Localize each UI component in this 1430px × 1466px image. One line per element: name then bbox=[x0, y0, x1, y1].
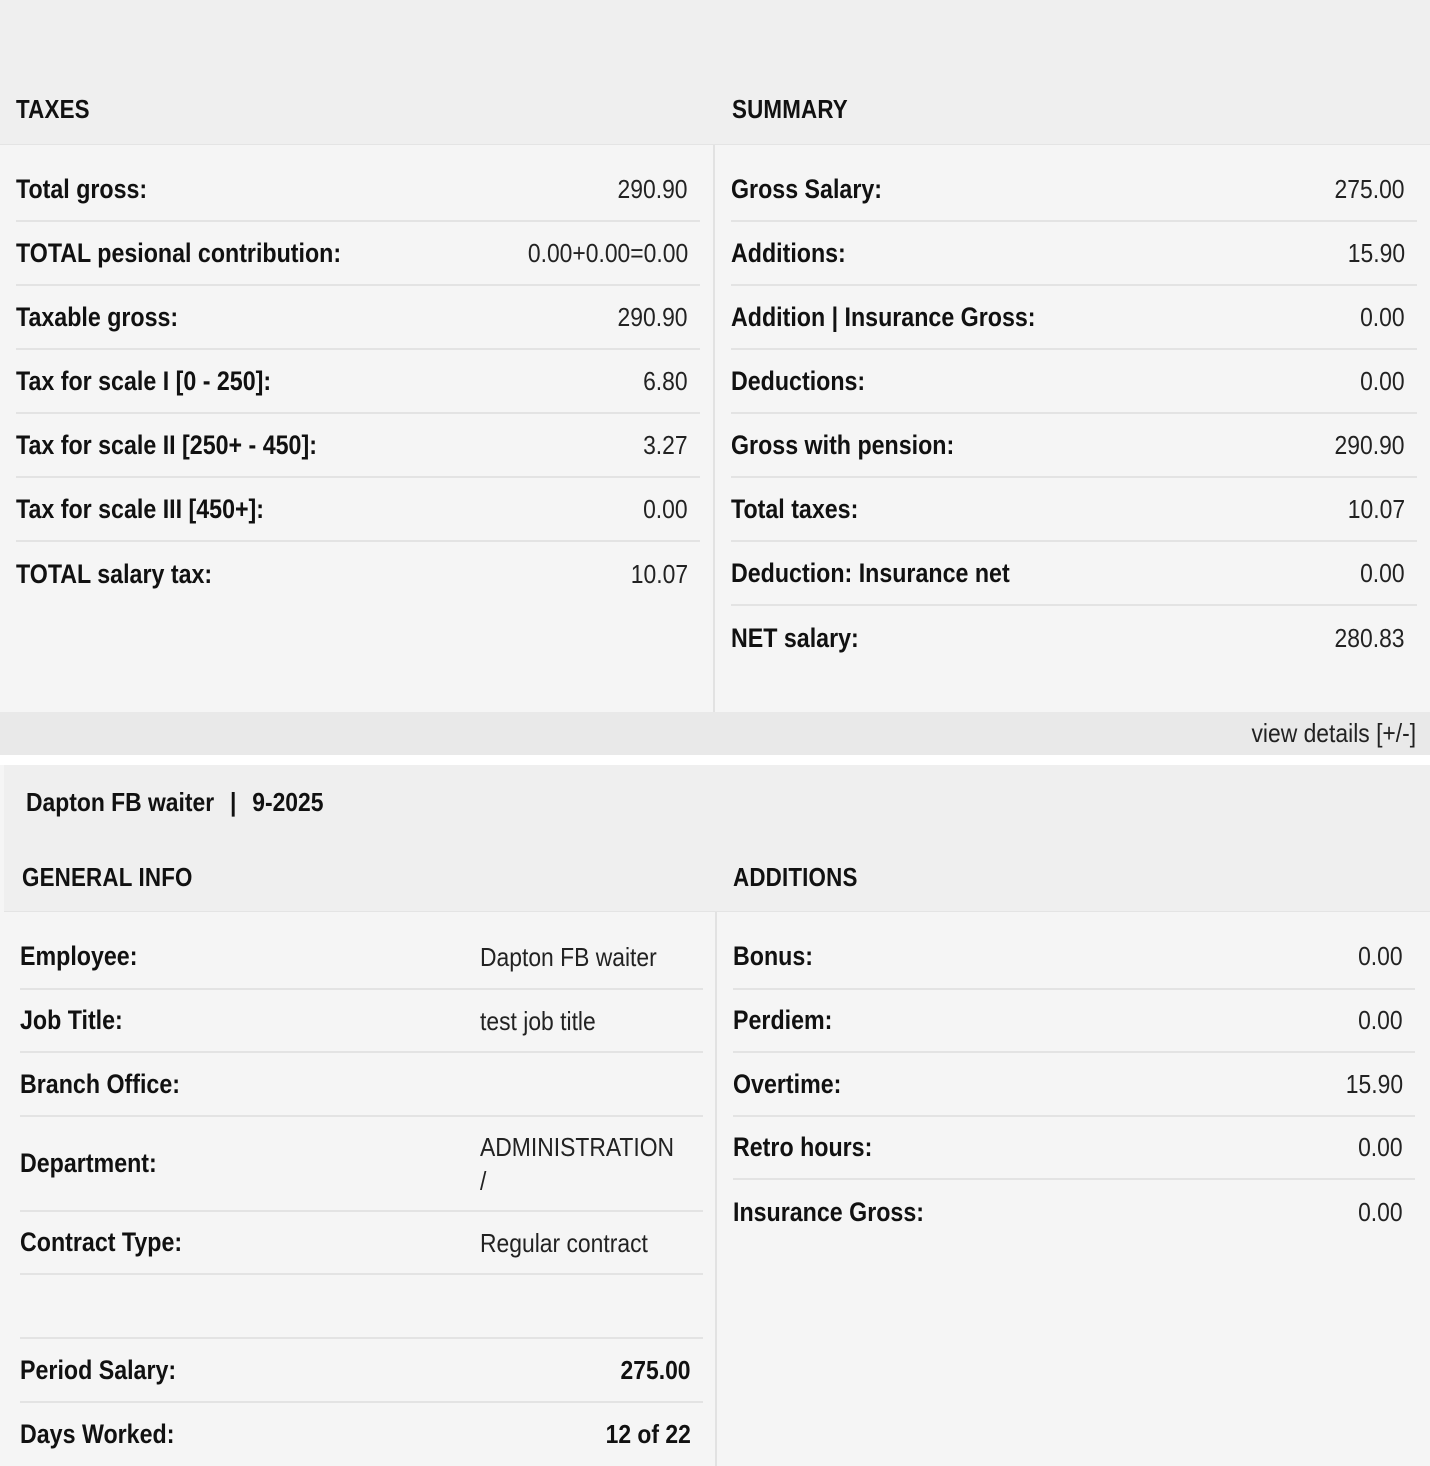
row-value: 0.00 bbox=[1360, 301, 1405, 332]
row-label: TOTAL salary tax: bbox=[16, 558, 213, 589]
summary-row-net-salary bbox=[731, 606, 1417, 670]
additions-title: ADDITIONS bbox=[733, 862, 858, 892]
row-value: 275.00 bbox=[621, 1354, 691, 1385]
additions-row-retro-hours bbox=[733, 1117, 1415, 1180]
row-value: 0.00 bbox=[1358, 941, 1403, 971]
row-value: Regular contract bbox=[480, 1227, 648, 1258]
summary-row-addition-insurance-gross bbox=[731, 286, 1417, 350]
general-row-period-salary bbox=[20, 1339, 703, 1403]
summary-title: SUMMARY bbox=[732, 94, 848, 124]
row-label: Overtime: bbox=[733, 1068, 842, 1099]
row-label: Deduction: Insurance net bbox=[731, 557, 1010, 588]
row-label: Total gross: bbox=[16, 173, 148, 204]
row-value: 3.27 bbox=[643, 429, 688, 460]
taxes-row-scale-1 bbox=[16, 350, 700, 414]
summary-row-deductions bbox=[731, 350, 1417, 414]
general-row-spacer bbox=[20, 1275, 703, 1339]
row-value: 290.90 bbox=[618, 173, 688, 204]
taxes-row-scale-2 bbox=[16, 414, 700, 478]
row-label: Insurance Gross: bbox=[733, 1196, 924, 1227]
row-value: 0.00+0.00=0.00 bbox=[527, 237, 688, 268]
row-value: 0.00 bbox=[1360, 365, 1405, 396]
taxes-row-taxable-gross bbox=[16, 286, 700, 350]
header-separator: | bbox=[229, 787, 237, 817]
row-value: 0.00 bbox=[1358, 1005, 1403, 1035]
row-value: 12 of 22 bbox=[605, 1418, 691, 1449]
row-label: Tax for scale II [250+ - 450]: bbox=[16, 429, 317, 460]
general-info-title: GENERAL INFO bbox=[22, 862, 193, 892]
view-details-toggle[interactable]: view details [+/-] bbox=[1251, 718, 1416, 748]
row-value: 0.00 bbox=[1358, 1196, 1403, 1227]
row-label: Contract Type: bbox=[20, 1227, 183, 1257]
taxes-row-total-gross bbox=[16, 158, 700, 222]
additions-row-insurance-gross bbox=[733, 1180, 1415, 1244]
row-value: 0.00 bbox=[1358, 1132, 1403, 1162]
row-label: Taxable gross: bbox=[16, 301, 179, 332]
section-header-band bbox=[0, 0, 1430, 145]
row-label: Deductions: bbox=[731, 365, 866, 396]
row-label: Tax for scale I [0 - 250]: bbox=[16, 365, 272, 396]
column-divider bbox=[713, 145, 715, 712]
general-row-contract-type bbox=[20, 1212, 703, 1275]
row-label: Days Worked: bbox=[20, 1418, 175, 1449]
row-value: 15.90 bbox=[1345, 1068, 1403, 1099]
row-value: ADMINISTRATION / bbox=[480, 1131, 675, 1196]
summary-row-deduction-insurance-net bbox=[731, 542, 1417, 606]
row-value: test job title bbox=[480, 1005, 596, 1036]
row-label: Additions: bbox=[731, 237, 846, 268]
row-label: Addition | Insurance Gross: bbox=[731, 301, 1036, 332]
general-row-job-title bbox=[20, 990, 703, 1053]
row-label: Job Title: bbox=[20, 1005, 123, 1035]
row-label: Bonus: bbox=[733, 941, 813, 971]
summary-row-gross-salary bbox=[731, 158, 1417, 222]
row-label: Total taxes: bbox=[731, 493, 859, 524]
row-label: NET salary: bbox=[731, 622, 859, 653]
row-label: Period Salary: bbox=[20, 1354, 177, 1385]
general-row-employee bbox=[20, 925, 703, 990]
row-label: Branch Office: bbox=[20, 1068, 181, 1099]
column-divider bbox=[715, 912, 717, 1466]
row-value: Dapton FB waiter bbox=[480, 941, 657, 972]
row-value: 275.00 bbox=[1335, 173, 1405, 204]
general-row-branch-office bbox=[20, 1053, 703, 1117]
row-value: 0.00 bbox=[643, 493, 688, 524]
employee-period-header bbox=[26, 787, 323, 818]
row-label: Gross Salary: bbox=[731, 173, 883, 204]
taxes-title: TAXES bbox=[16, 94, 90, 124]
row-value: 15.90 bbox=[1347, 237, 1405, 268]
row-label: Department: bbox=[20, 1148, 157, 1178]
row-label: Employee: bbox=[20, 941, 138, 971]
taxes-row-total-salary-tax bbox=[16, 542, 700, 606]
general-row-days-worked bbox=[20, 1403, 703, 1465]
additions-row-perdiem bbox=[733, 990, 1415, 1053]
summary-row-additions bbox=[731, 222, 1417, 286]
row-label: Perdiem: bbox=[733, 1005, 833, 1035]
row-label: Retro hours: bbox=[733, 1132, 873, 1162]
taxes-row-pension-contribution bbox=[16, 222, 700, 286]
row-value: 290.90 bbox=[1335, 429, 1405, 460]
row-value: 10.07 bbox=[1347, 493, 1405, 524]
row-value: 6.80 bbox=[643, 365, 688, 396]
taxes-row-scale-3 bbox=[16, 478, 700, 542]
employee-name: Dapton FB waiter bbox=[26, 787, 215, 817]
row-label: Tax for scale III [450+]: bbox=[16, 493, 265, 524]
row-value: 0.00 bbox=[1360, 557, 1405, 588]
payroll-period: 9-2025 bbox=[252, 787, 324, 817]
additions-row-bonus bbox=[733, 925, 1415, 990]
row-value: 280.83 bbox=[1335, 622, 1405, 653]
row-label: TOTAL pesional contribution: bbox=[16, 237, 342, 268]
employee-payslip-panel bbox=[0, 765, 1430, 1466]
details-toggle-bar bbox=[0, 712, 1430, 755]
row-value: 10.07 bbox=[630, 558, 688, 589]
general-row-department bbox=[20, 1117, 703, 1212]
row-label: Gross with pension: bbox=[731, 429, 955, 460]
additions-row-overtime bbox=[733, 1053, 1415, 1117]
summary-row-gross-with-pension bbox=[731, 414, 1417, 478]
summary-row-total-taxes bbox=[731, 478, 1417, 542]
row-value: 290.90 bbox=[618, 301, 688, 332]
